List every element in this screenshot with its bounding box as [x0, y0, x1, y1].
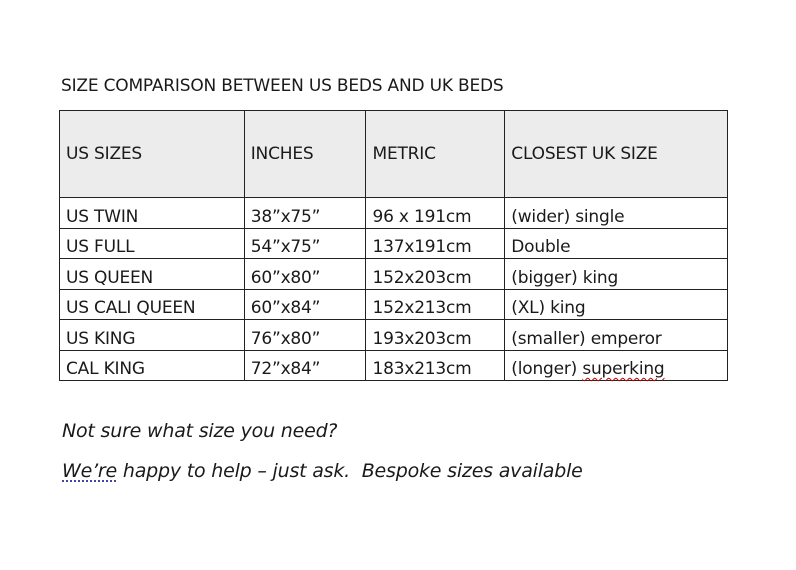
cell-uk-size: (XL) king — [505, 289, 728, 320]
document-title: SIZE COMPARISON BETWEEN US BEDS AND UK BEDS — [61, 76, 504, 96]
cell-uk-size — [505, 350, 728, 381]
cell-uk-size: Double — [505, 228, 728, 259]
table-row — [60, 320, 728, 351]
header-closest-uk-size: CLOSEST UK SIZE — [505, 111, 728, 198]
cell-inches: 38”x75” — [244, 198, 366, 229]
cell-metric: 183x213cm — [366, 350, 505, 381]
cell-inches: 72”x84” — [244, 350, 366, 381]
cell-uk-size: (bigger) king — [505, 259, 728, 290]
cell-metric: 137x191cm — [366, 228, 505, 259]
cell-inches: 76”x80” — [244, 320, 366, 351]
cell-inches: 60”x80” — [244, 259, 366, 290]
spellcheck-flagged-word[interactable]: superking — [582, 359, 665, 379]
cell-uk-size: (wider) single — [505, 198, 728, 229]
cell-metric: 193x203cm — [366, 320, 505, 351]
table-row — [60, 289, 728, 320]
table-row — [60, 198, 728, 229]
size-comparison-table — [59, 110, 728, 381]
note-line-1: Not sure what size you need? — [62, 420, 338, 442]
cell-us-size: CAL KING — [60, 350, 245, 381]
header-metric: METRIC — [366, 111, 505, 198]
cell-uk-size-prefix: (longer) — [511, 359, 583, 379]
cell-us-size: US CALI QUEEN — [60, 289, 245, 320]
table-row — [60, 259, 728, 290]
table-header-row — [60, 111, 728, 198]
cell-metric: 96 x 191cm — [366, 198, 505, 229]
header-us-sizes: US SIZES — [60, 111, 245, 198]
grammar-flagged-word[interactable]: We’re — [62, 460, 118, 482]
cell-inches: 54”x75” — [244, 228, 366, 259]
cell-us-size: US TWIN — [60, 198, 245, 229]
cell-inches: 60”x84” — [244, 289, 366, 320]
cell-metric: 152x203cm — [366, 259, 505, 290]
cell-us-size: US KING — [60, 320, 245, 351]
note-line-2 — [62, 460, 583, 482]
note-line-2-text: happy to help – just ask. Bespoke sizes available — [117, 460, 583, 482]
cell-us-size: US FULL — [60, 228, 245, 259]
cell-us-size: US QUEEN — [60, 259, 245, 290]
cell-metric: 152x213cm — [366, 289, 505, 320]
header-inches: INCHES — [244, 111, 366, 198]
table-row — [60, 350, 728, 381]
table-row — [60, 228, 728, 259]
cell-uk-size: (smaller) emperor — [505, 320, 728, 351]
